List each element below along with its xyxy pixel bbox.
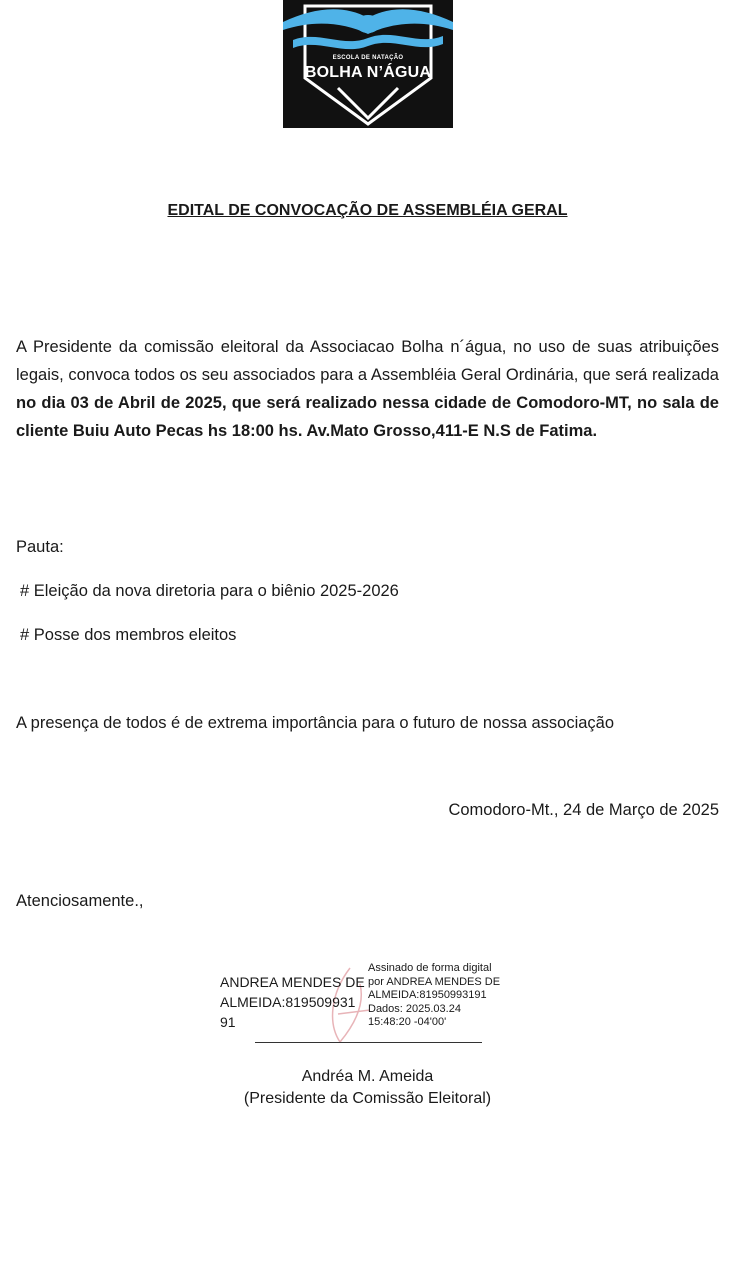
agenda-label: Pauta: (16, 538, 64, 556)
signatory-role: (Presidente da Comissão Eleitoral) (243, 1090, 492, 1107)
convocation-paragraph (16, 333, 719, 445)
paragraph-intro: A Presidente da comissão eleitoral da Associacao Bolha n´água, no uso de suas atribuições legais, convoca todos os seu associados para a Assembléia Geral Ordinária, que será realizada (16, 338, 719, 384)
signer-line: ANDREA MENDES DE (220, 974, 365, 990)
signature-info-line: por ANDREA MENDES DE (368, 975, 501, 988)
paragraph-bold-details: no dia 03 de Abril de 2025, que será realizado nessa cidade de Comodoro-MT, no sala de cliente Buiu Auto Pecas hs 18:00 hs. Av.Mato Grosso,411-E N.S de Fatima. (16, 394, 719, 440)
logo-subtitle: ESCOLA DE NATAÇÃO (332, 55, 404, 61)
logo-name: BOLHA N’ÁGUA (304, 64, 432, 81)
agenda-item: # Eleição da nova diretoria para o biênio 2025-2026 (20, 582, 399, 600)
school-logo (283, 0, 453, 128)
signature-info-line: Assinado de forma digital (368, 962, 492, 974)
date-line: Comodoro-Mt., 24 de Março de 2025 (448, 801, 719, 819)
signature-rule (255, 1042, 482, 1043)
signature-info-line: Dados: 2025.03.24 (368, 1002, 461, 1015)
closing: Atenciosamente., (16, 892, 144, 910)
agenda-item: # Posse dos membros eleitos (20, 626, 237, 644)
signer-line: 91 (220, 1014, 236, 1030)
presence-note: A presença de todos é de extrema importância para o futuro de nossa associação (16, 714, 615, 732)
signature-info (368, 962, 508, 1030)
digital-signature (220, 962, 510, 1044)
signature-info-line: 15:48:20 -04'00' (368, 1016, 447, 1028)
signatory-name: Andréa M. Ameida (301, 1068, 434, 1085)
signer-line: ALMEIDA:819509931 (220, 994, 356, 1010)
signature-info-line: ALMEIDA:81950993191 (368, 989, 487, 1001)
document-title: EDITAL DE CONVOCAÇÃO DE ASSEMBLÉIA GERAL (167, 202, 568, 219)
